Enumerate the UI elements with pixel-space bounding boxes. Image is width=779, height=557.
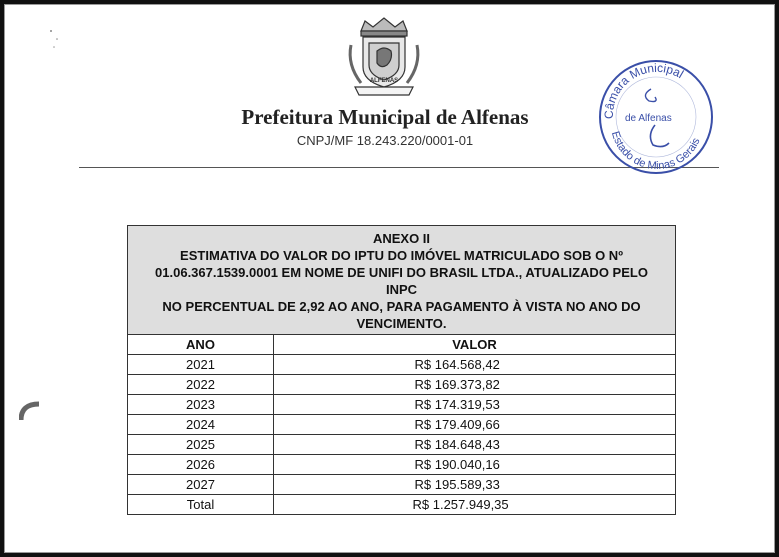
table-header-row [128,335,676,355]
value-cell [274,455,676,475]
value-cell [274,475,676,495]
value-text: R$ 190.040,16 [414,457,500,472]
annex-description-line: NO PERCENTUAL DE 2,92 AO ANO, PARA PAGAMENTO À VISTA NO ANO DO [162,299,641,314]
table-row [128,395,676,415]
year-cell: 2026 [128,455,274,475]
year-cell: 2021 [128,355,274,375]
punch-hole-icon [19,400,41,422]
value-cell [274,395,676,415]
total-label: Total [128,495,274,515]
year-cell: 2027 [128,475,274,495]
value-text: R$ 195.589,33 [414,477,500,492]
value-cell [274,415,676,435]
table-total-row [128,495,676,515]
annex-title: ANEXO II [372,231,431,246]
annex-description-line: ESTIMATIVA DO VALOR DO IPTU DO IMÓVEL MATRICULADO SOB O Nº [180,248,623,263]
column-header-value: VALOR [274,335,676,355]
value-text: R$ 179.409,66 [414,417,500,432]
table-row [128,435,676,455]
column-header-year: ANO [128,335,274,355]
stamp-text-bottom: Estado de Minas Gerais [608,129,703,173]
official-stamp-icon [595,55,717,177]
total-value: R$ 1.257.949,35 [412,497,509,512]
table-row [128,355,676,375]
document-page [4,4,775,553]
value-cell [274,375,676,395]
scan-speck-icon [45,25,65,55]
table-caption [128,226,676,335]
total-value-cell [274,495,676,515]
crest-ribbon-text: ALFENAS [369,78,399,84]
table-row [128,375,676,395]
table-row [128,455,676,475]
year-cell: 2023 [128,395,274,415]
value-text: R$ 184.648,43 [414,437,500,452]
table-row [128,415,676,435]
cnpj-label: CNPJ/MF 18.243.220/0001-01 [296,133,474,148]
iptu-estimate-table [127,225,676,515]
annex-description-line: VENCIMENTO. [356,316,447,331]
year-cell: 2024 [128,415,274,435]
page-title: Prefeitura Municipal de Alfenas [241,105,529,129]
svg-text:Estado de Minas Gerais [609,130,703,172]
value-text: R$ 174.319,53 [414,397,500,412]
table-caption-row [128,226,676,335]
stamp-text-top: Câmara Municipal [601,60,687,120]
value-cell [274,355,676,375]
value-text: R$ 169.373,82 [414,377,500,392]
annex-description-line: 01.06.367.1539.0001 EM NOME DE UNIFI DO BRASIL LTDA., ATUALIZADO PELO INPC [155,265,648,297]
year-cell: 2025 [128,435,274,455]
table-row [128,475,676,495]
year-cell: 2022 [128,375,274,395]
value-text: R$ 164.568,42 [414,357,500,372]
svg-text:Câmara Municipal [602,61,686,119]
municipal-crest-icon [341,15,427,101]
value-cell [274,435,676,455]
stamp-text-middle: de Alfenas [625,113,672,124]
